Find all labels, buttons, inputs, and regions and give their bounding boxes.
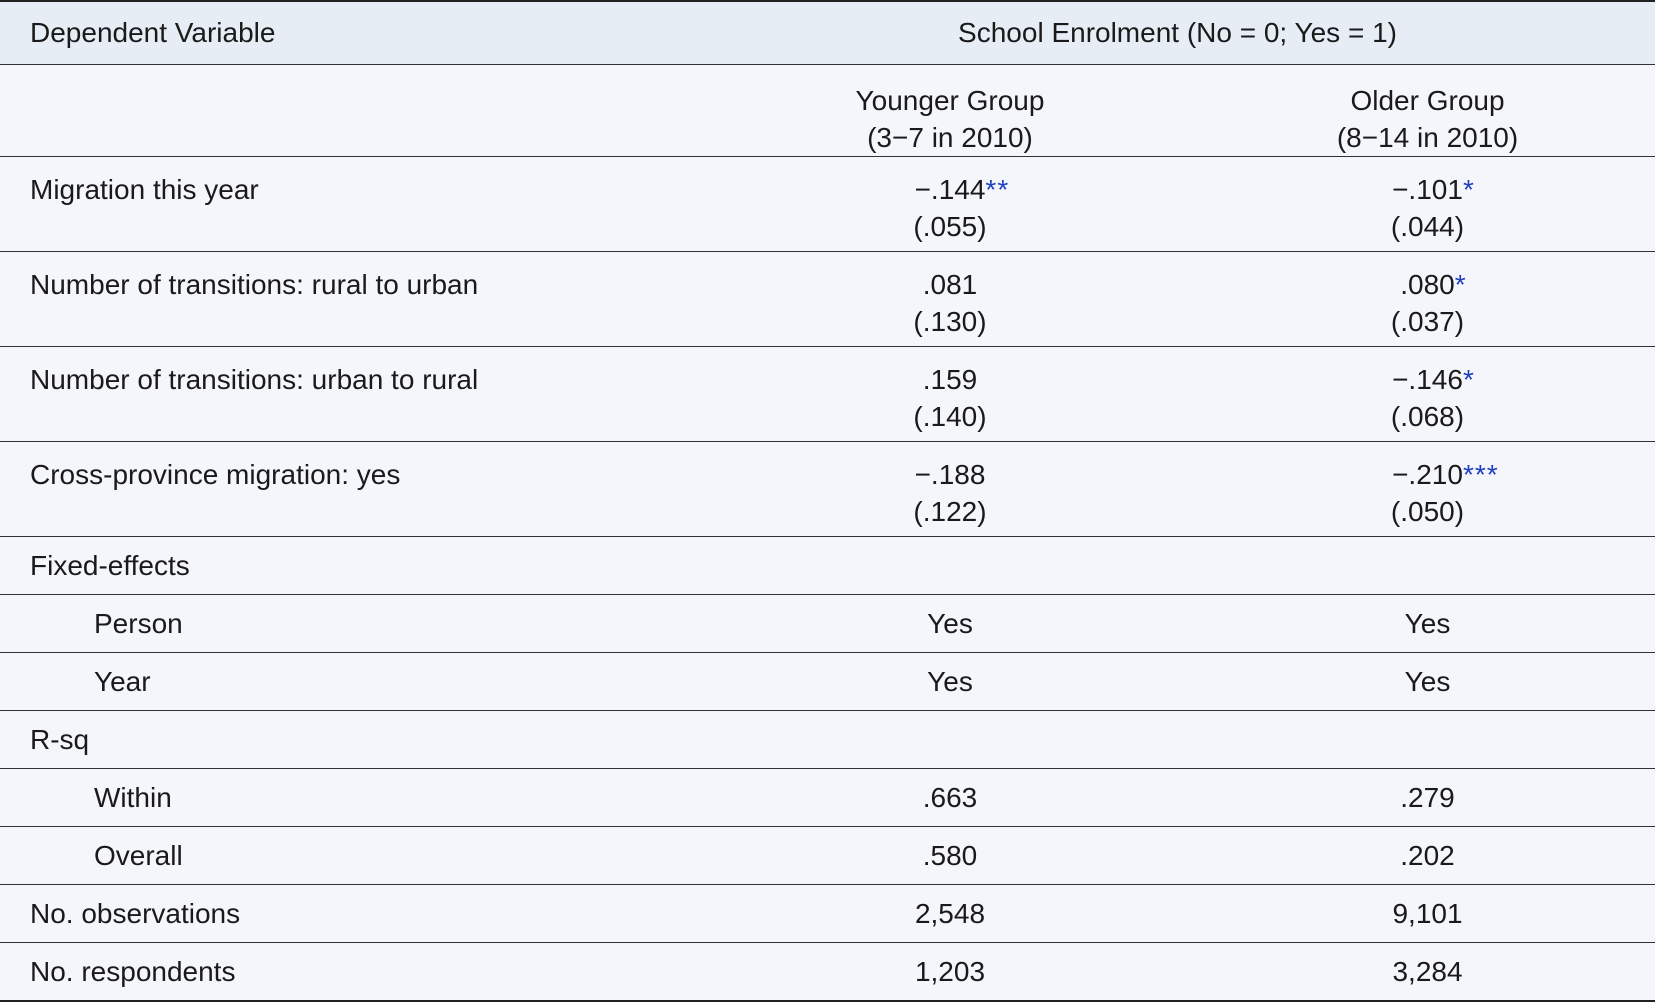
fixed-effects-row-person: [0, 595, 1655, 653]
older-value: Yes: [1200, 595, 1655, 653]
older-group-title: Older Group: [1350, 85, 1505, 116]
r-squared-row-overall: [0, 827, 1655, 885]
standard-error: (.130): [913, 306, 987, 337]
section-label: R-sq: [0, 711, 700, 769]
row-label: Number of transitions: rural to urban: [0, 252, 700, 347]
dependent-variable-label: Dependent Variable: [0, 1, 700, 65]
older-group-header: [1200, 65, 1655, 157]
significance-stars: *: [1462, 364, 1475, 395]
older-group-age-range: (8−14 in 2010): [1336, 122, 1519, 153]
older-value: .279: [1200, 769, 1655, 827]
younger-group-title: Younger Group: [855, 85, 1045, 116]
younger-group-header: [700, 65, 1200, 157]
coef-value: −.144: [914, 174, 986, 205]
row-label: Overall: [0, 827, 700, 885]
row-label: Year: [0, 653, 700, 711]
coef-value: .159: [922, 364, 978, 395]
group-header-row: [0, 65, 1655, 157]
younger-coef-cell: [700, 252, 1200, 347]
older-value: 9,101: [1200, 885, 1655, 943]
younger-group-age-range: (3−7 in 2010): [867, 122, 1033, 153]
coef-value: −.188: [914, 459, 986, 490]
coefficient-row-migration-this-year: [0, 157, 1655, 252]
younger-value: Yes: [700, 653, 1200, 711]
standard-error: (.037): [1390, 306, 1465, 337]
coefficient-row-urban-to-rural: [0, 347, 1655, 442]
row-label: Cross-province migration: yes: [0, 442, 700, 537]
younger-value: Yes: [700, 595, 1200, 653]
standard-error: (.050): [1390, 496, 1465, 527]
section-row-fixed-effects: [0, 537, 1655, 595]
row-label: Migration this year: [0, 157, 700, 252]
younger-coef-cell: [700, 157, 1200, 252]
row-label: No. respondents: [0, 943, 700, 1002]
younger-value: .663: [700, 769, 1200, 827]
empty-cell: [700, 537, 1200, 595]
older-coef-cell: [1200, 252, 1655, 347]
significance-stars: *: [1454, 269, 1467, 300]
row-label: Within: [0, 769, 700, 827]
older-value: 3,284: [1200, 943, 1655, 1002]
standard-error: (.044): [1390, 211, 1465, 242]
coef-value: −.146: [1392, 364, 1463, 395]
count-row-observations: [0, 885, 1655, 943]
older-coef-cell: [1200, 442, 1655, 537]
younger-value: .580: [700, 827, 1200, 885]
row-label: No. observations: [0, 885, 700, 943]
coef-value: .081: [922, 269, 978, 300]
row-label: Person: [0, 595, 700, 653]
younger-value: 2,548: [700, 885, 1200, 943]
fixed-effects-row-year: [0, 653, 1655, 711]
section-label: Fixed-effects: [0, 537, 700, 595]
section-row-r-squared: [0, 711, 1655, 769]
older-value: Yes: [1200, 653, 1655, 711]
coef-value: −.210: [1392, 459, 1463, 490]
standard-error: (.068): [1390, 401, 1465, 432]
standard-error: (.122): [913, 496, 987, 527]
coefficient-row-cross-province: [0, 442, 1655, 537]
younger-coef-cell: [700, 442, 1200, 537]
younger-value: 1,203: [700, 943, 1200, 1002]
empty-cell: [1200, 537, 1655, 595]
coef-value: .080: [1400, 269, 1455, 300]
empty-cell: [700, 711, 1200, 769]
older-coef-cell: [1200, 157, 1655, 252]
row-label: Number of transitions: urban to rural: [0, 347, 700, 442]
count-row-respondents: [0, 943, 1655, 1002]
standard-error: (.055): [913, 211, 987, 242]
group-header-empty: [0, 65, 700, 157]
significance-stars: *: [1462, 174, 1475, 205]
significance-stars: ***: [1462, 459, 1499, 490]
significance-stars: **: [985, 174, 1010, 205]
older-coef-cell: [1200, 347, 1655, 442]
r-squared-row-within: [0, 769, 1655, 827]
dependent-variable-value: School Enrolment (No = 0; Yes = 1): [700, 1, 1655, 65]
standard-error: (.140): [913, 401, 987, 432]
older-value: .202: [1200, 827, 1655, 885]
header-row: [0, 1, 1655, 65]
coefficient-row-rural-to-urban: [0, 252, 1655, 347]
coef-value: −.101: [1392, 174, 1463, 205]
younger-coef-cell: [700, 347, 1200, 442]
empty-cell: [1200, 711, 1655, 769]
